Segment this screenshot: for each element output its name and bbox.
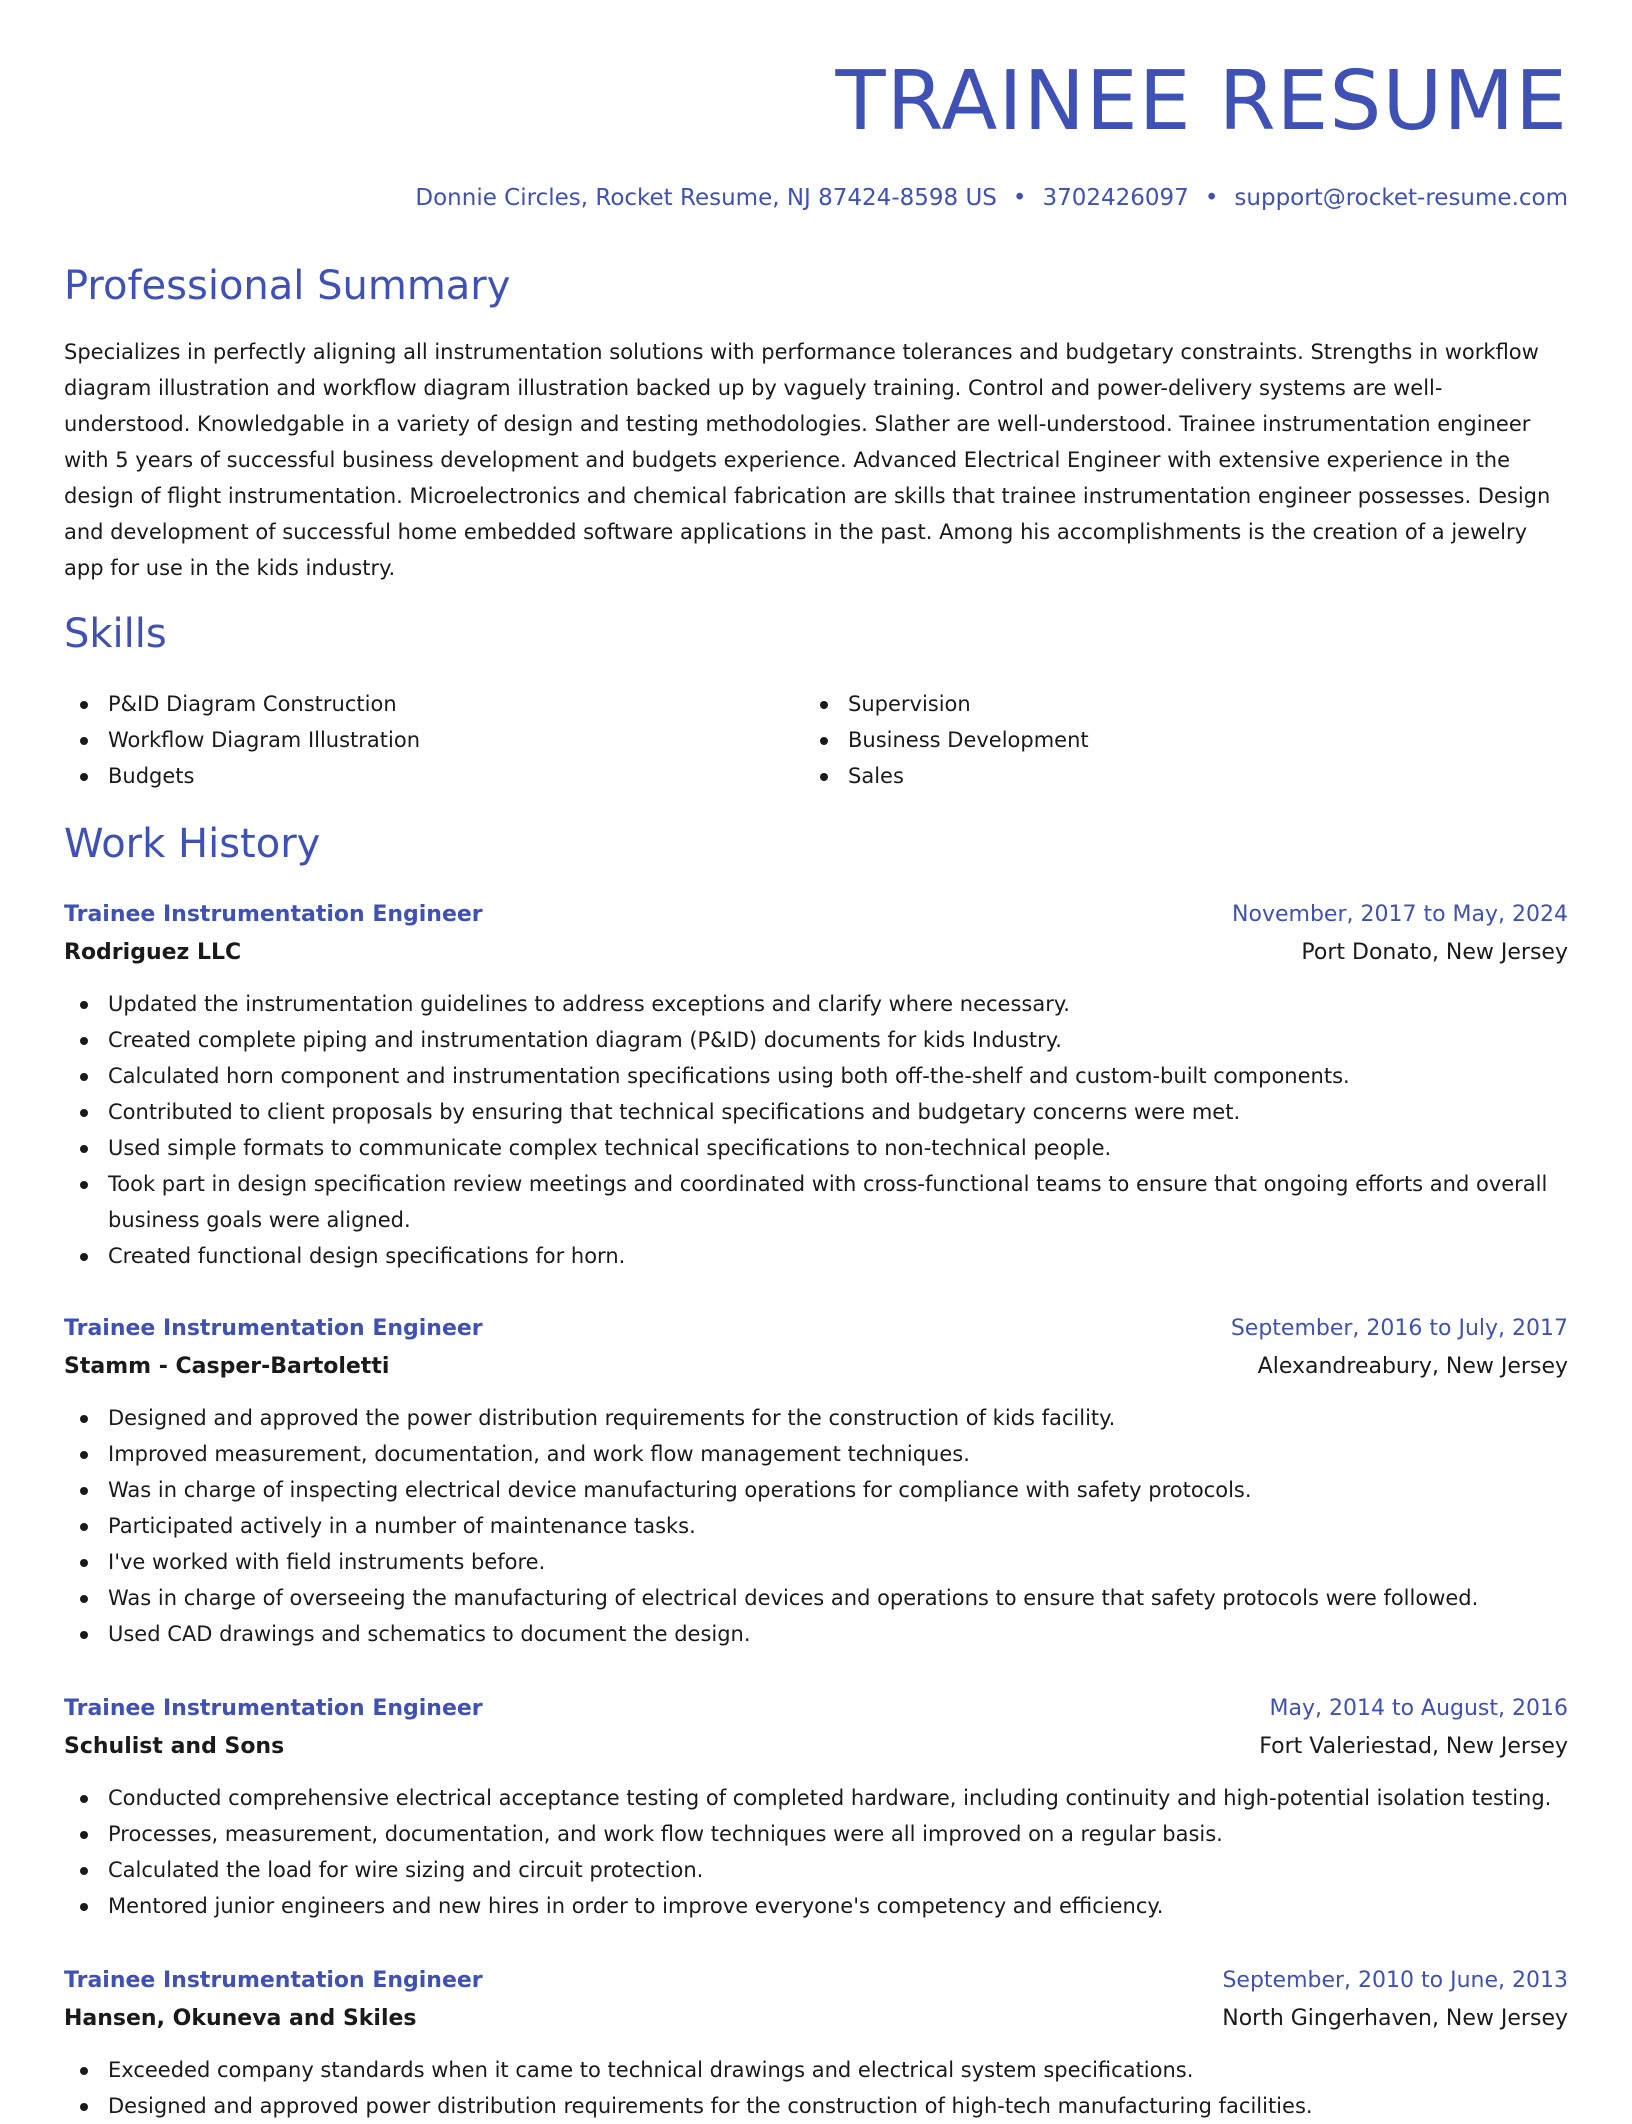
job-title: Trainee Instrumentation Engineer [64, 902, 483, 927]
job-bullet: Calculated the load for wire sizing and circuit protection. [108, 1852, 1568, 1888]
job-bullet: Created functional design specifications for horn. [108, 1238, 1568, 1274]
work-history-heading: Work History [64, 821, 321, 867]
job-dates: September, 2016 to July, 2017 [1230, 1316, 1568, 1341]
skill-item: Sales [848, 758, 1089, 794]
job-dates: September, 2010 to June, 2013 [1222, 1968, 1568, 1993]
job-bullet: Was in charge of inspecting electrical device manufacturing operations for compliance with safety protocols. [108, 1472, 1568, 1508]
job-company: Hansen, Okuneva and Skiles [64, 2006, 417, 2031]
job-bullet: Took part in design specification review meetings and coordinated with cross-functional teams to ensure that ongoing efforts and overall business goals were aligned. [108, 1166, 1568, 1238]
contact-email[interactable]: support@rocket-resume.com [1234, 185, 1568, 211]
job-bullet: Contributed to client proposals by ensuring that technical specifications and budgetary concerns were met. [108, 1094, 1568, 1130]
skill-item: Budgets [108, 758, 420, 794]
job-bullet: Improved measurement, documentation, and work flow management techniques. [108, 1436, 1568, 1472]
job-bullet: Updated the instrumentation guidelines to address exceptions and clarify where necessary. [108, 986, 1568, 1022]
job-location: Alexandreabury, New Jersey [1257, 1354, 1568, 1379]
contact-phone: 3702426097 [1042, 185, 1189, 211]
job-bullet: Participated actively in a number of maintenance tasks. [108, 1508, 1568, 1544]
job-bullet: Used simple formats to communicate complex technical specifications to non-technical people. [108, 1130, 1568, 1166]
job-entry [64, 1962, 1568, 2124]
job-location: Port Donato, New Jersey [1301, 940, 1568, 965]
job-title: Trainee Instrumentation Engineer [64, 1316, 483, 1341]
job-bullet: Created complete piping and instrumentation diagram (P&ID) documents for kids Industry. [108, 1022, 1568, 1058]
job-location: Fort Valeriestad, New Jersey [1259, 1734, 1568, 1759]
contact-separator: • [1012, 185, 1027, 211]
job-bullet: Exceeded company standards when it came to technical drawings and electrical system specifications. [108, 2052, 1568, 2088]
job-company: Rodriguez LLC [64, 940, 242, 965]
job-entry [64, 1310, 1568, 1652]
skill-item: P&ID Diagram Construction [108, 686, 420, 722]
job-bullet-list [64, 986, 1568, 1274]
job-bullet: Used CAD drawings and schematics to document the design. [108, 1616, 1568, 1652]
job-bullet: Mentored junior engineers and new hires in order to improve everyone's competency and efficiency. [108, 1888, 1568, 1924]
job-bullet: Conducted comprehensive electrical acceptance testing of completed hardware, including continuity and high-potential isolation testing. [108, 1780, 1568, 1816]
summary-text: Specializes in perfectly aligning all instrumentation solutions with performance tolerances and budgetary constraints. Strengths in workflow diagram illustration and workflow diagram illustration backed up by vaguely training. Control and power-delivery systems are well-understood. Knowledgable in a variety of design and testing methodologies. Slather are well-understood. Trainee instrumentation engineer with 5 years of successful business development and budgets experience. Advanced Electrical Engineer with extensive experience in the design of flight instrumentation. Microelectronics and chemical fabrication are skills that trainee instrumentation engineer possesses. Design and development of successful home embedded software applications in the past. Among his accomplishments is the creation of a jewelry app for use in the kids industry. [64, 340, 1551, 580]
job-dates: November, 2017 to May, 2024 [1232, 902, 1568, 927]
job-bullet: Processes, measurement, documentation, and work flow techniques were all improved on a regular basis. [108, 1816, 1568, 1852]
job-dates: May, 2014 to August, 2016 [1269, 1696, 1568, 1721]
skill-item: Business Development [848, 722, 1089, 758]
job-entry [64, 896, 1568, 1274]
skill-item: Workflow Diagram Illustration [108, 722, 420, 758]
skills-list-left [64, 686, 420, 794]
job-company: Stamm - Casper-Bartoletti [64, 1354, 390, 1379]
job-bullet: I've worked with field instruments before. [108, 1544, 1568, 1580]
job-location: North Gingerhaven, New Jersey [1222, 2006, 1568, 2031]
job-entry [64, 1690, 1568, 1924]
job-bullet: Designed and approved the power distribution requirements for the construction of kids facility. [108, 1400, 1568, 1436]
skills-list-right [804, 686, 1089, 794]
job-bullet-list [64, 1780, 1568, 1924]
job-bullet: Was in charge of overseeing the manufacturing of electrical devices and operations to ensure that safety protocols were followed. [108, 1580, 1568, 1616]
contact-separator: • [1204, 185, 1219, 211]
contact-line [415, 180, 1568, 216]
skill-item: Supervision [848, 686, 1089, 722]
job-bullet: Calculated horn component and instrumentation specifications using both off-the-shelf and custom-built components. [108, 1058, 1568, 1094]
job-title: Trainee Instrumentation Engineer [64, 1696, 483, 1721]
job-company: Schulist and Sons [64, 1734, 285, 1759]
contact-address: Donnie Circles, Rocket Resume, NJ 87424-8598 US [415, 185, 997, 211]
job-bullet-list [64, 1400, 1568, 1652]
job-title: Trainee Instrumentation Engineer [64, 1968, 483, 1993]
summary-heading: Professional Summary [64, 263, 511, 309]
job-bullet: Designed and approved power distribution requirements for the construction of high-tech manufacturing facilities. [108, 2088, 1568, 2124]
skills-heading: Skills [64, 611, 167, 657]
resume-title: TRAINEE RESUME [835, 54, 1568, 149]
job-bullet-list [64, 2052, 1568, 2124]
